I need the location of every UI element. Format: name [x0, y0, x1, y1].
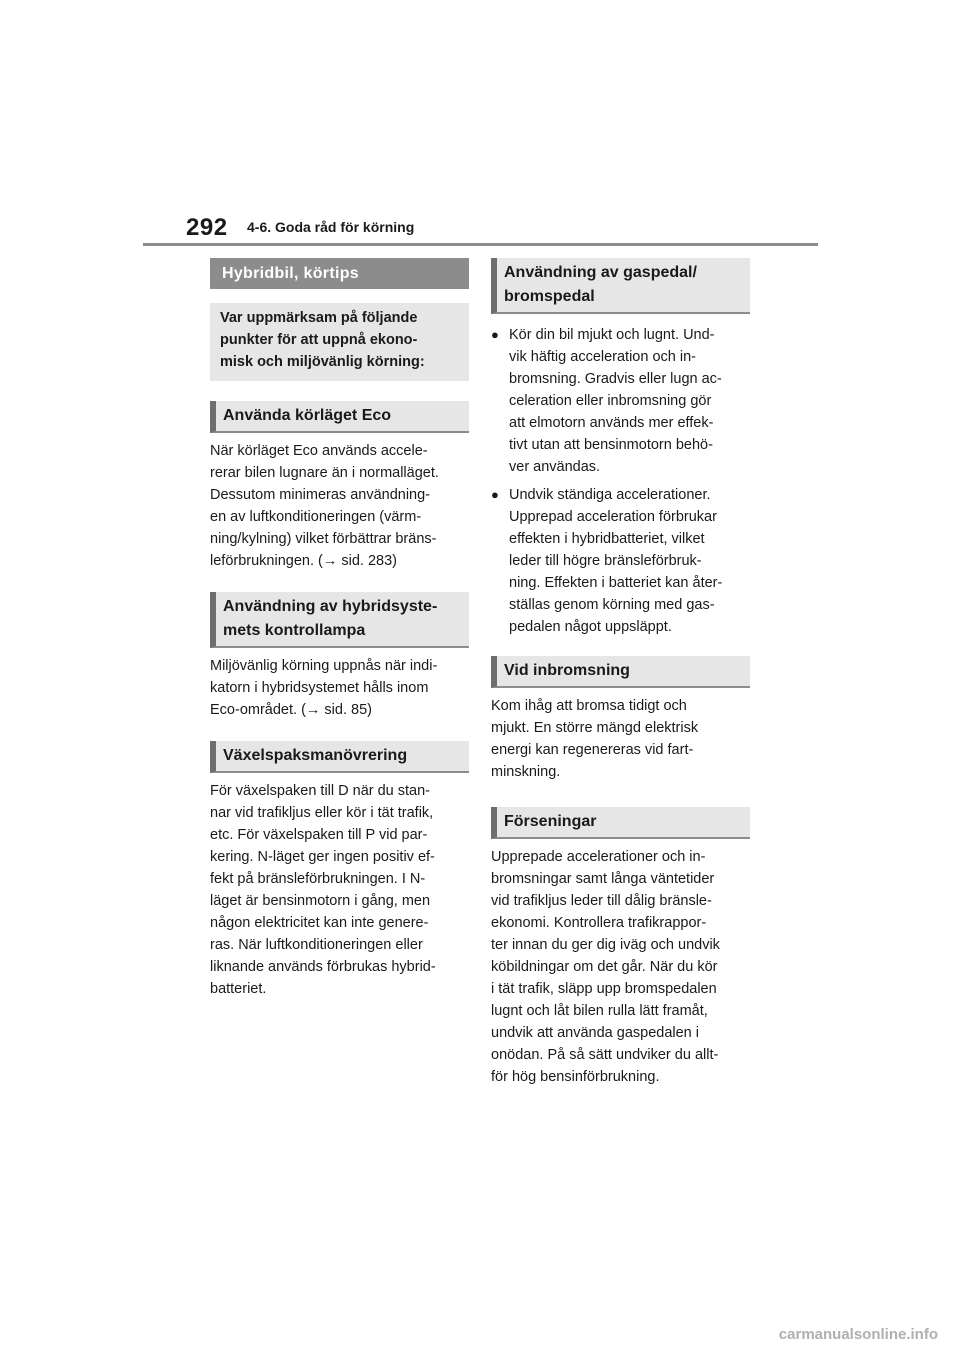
page-number: 292: [186, 214, 228, 241]
list-item: [491, 484, 750, 638]
right-column: [491, 258, 750, 1108]
section-text-braking: Kom ihåg att bromsa tidigt och mjukt. En större mängd elektrisk energi kan regenereras vid fart- minskning.: [491, 698, 699, 780]
main-title-bar: Hybridbil, körtips: [210, 258, 469, 289]
list-item: [491, 324, 750, 478]
intro-box: Var uppmärksam på följande punkter för att uppnå ekono- misk och miljövänlig körning:: [210, 303, 469, 381]
bullet-icon: ●: [491, 487, 499, 502]
pedal-bullet-list: [491, 324, 750, 638]
section-heading-braking: Vid inbromsning: [491, 656, 750, 688]
section-heading-gear-lever: Växelspaksmanövrering: [210, 741, 469, 773]
section-text-delays: Upprepade accelerationer och in- bromsningar samt långa väntetider vid trafikljus leder till dålig bränsle- ekonomi. Kontrollera trafikrappor- ter innan du ger dig iväg och undvik köbildningar om det går. När du kör i tät trafik, släpp upp bromspedalen lugnt och låt bilen rulla lätt framåt, undvik att använda gaspedalen i onödan. På så sätt undviker du allt- för hög bensinförbrukning.: [491, 849, 720, 1085]
section-text-eco: När körläget Eco används accele- rerar bilen lugnare än i normalläget. Dessutom minimeras användning- en av luftkonditioneringen (värm- ning/kylning) vilket förbättrar bräns- leförbrukningen. (→ sid. 283): [210, 443, 439, 569]
section-heading-eco: Använda körläget Eco: [210, 401, 469, 433]
bullet-text: Undvik ständiga accelerationer. Upprepad acceleration förbrukar effekten i hybridbatteriet, vilket leder till högre bränsleförbruk- ning. Effekten i batteriet kan åter- ställas genom körning med gas- pedalen något uppsläppt.: [509, 487, 723, 635]
section-heading-pedals: Användning av gaspedal/ bromspedal: [491, 258, 750, 314]
chapter-title: 4-6. Goda råd för körning: [247, 219, 415, 235]
left-column: [210, 258, 469, 1020]
section-heading-delays: Förseningar: [491, 807, 750, 839]
section-heading-hybrid-indicator: Användning av hybridsyste- mets kontrollampa: [210, 592, 469, 648]
watermark: carmanualsonline.info: [778, 1326, 938, 1343]
section-text-hybrid-indicator: Miljövänlig körning uppnås när indi- katorn i hybridsystemet hålls inom Eco-området. (→ sid. 85): [210, 658, 438, 718]
section-text-gear-lever: För växelspaken till D när du stan- nar vid trafikljus eller kör i tät trafik, etc. För växelspaken till P vid par- kering. N-läget ger ingen positiv ef- fekt på bränsleförbrukningen. I N- läget är bensinmotorn i gång, men någon elektricitet kan inte genere- ras. När luftkonditioneringen eller liknande används förbrukas hybrid- batteriet.: [210, 783, 436, 997]
bullet-text: Kör din bil mjukt och lugnt. Und- vik häftig acceleration och in- bromsning. Gradvis eller lugn ac- celeration eller inbromsning gör att elmotorn används mer effek- tivt utan att bensinmotorn behö- ver användas.: [509, 327, 722, 475]
header-rule: [143, 243, 818, 246]
bullet-icon: ●: [491, 327, 499, 342]
